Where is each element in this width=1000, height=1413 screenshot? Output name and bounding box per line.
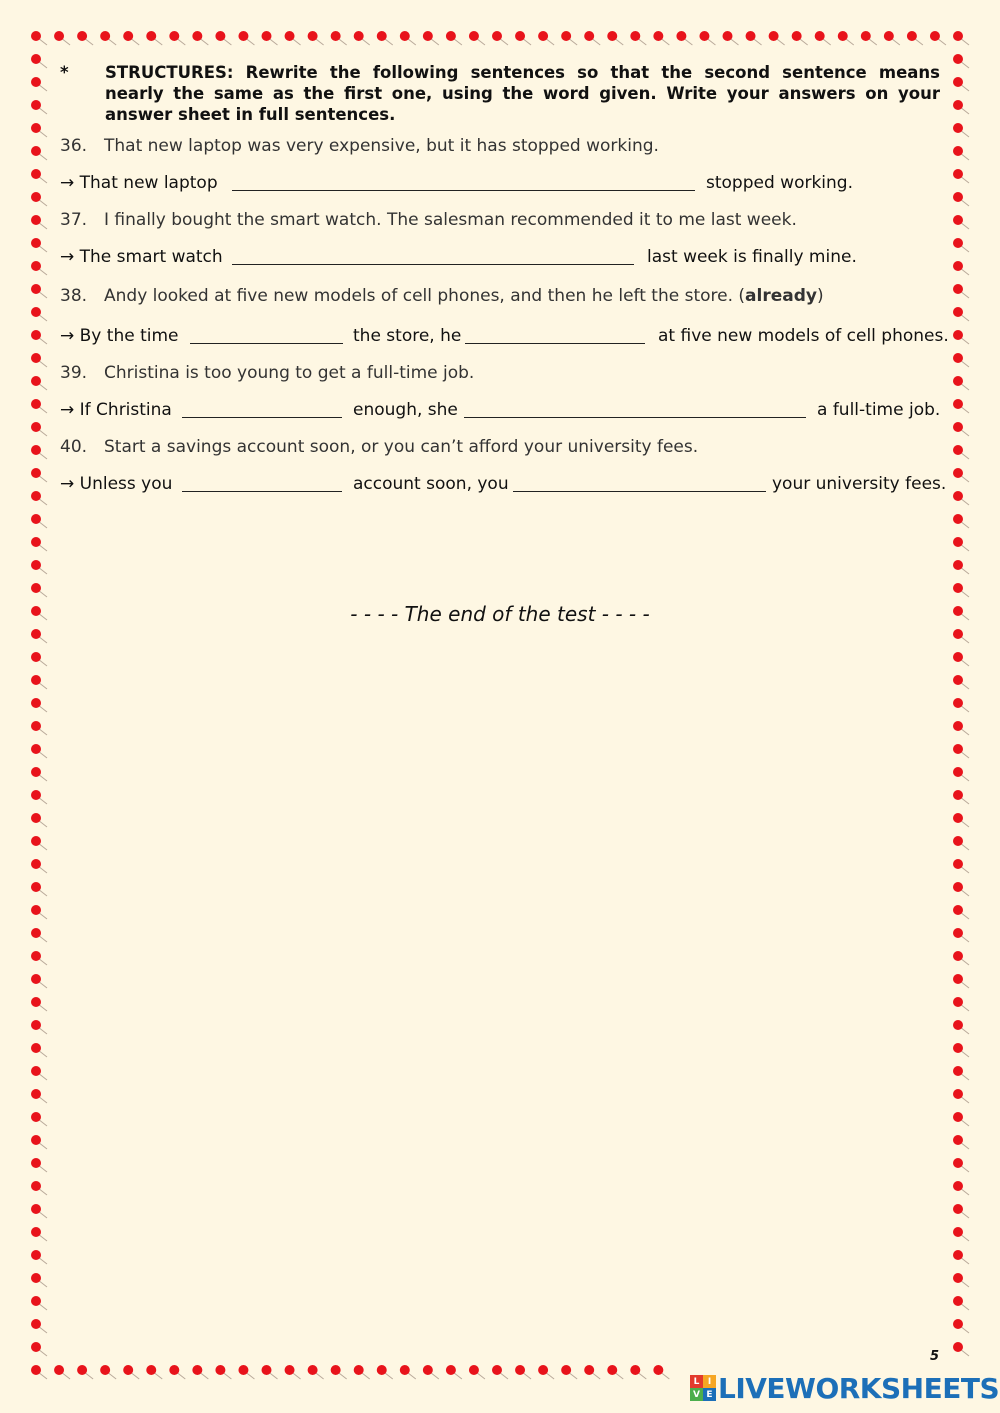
border-dot [953, 330, 969, 344]
border-dot [953, 1066, 969, 1080]
border-dot [31, 1227, 47, 1241]
border-dot [215, 31, 231, 45]
border-dot [31, 928, 47, 942]
border-dot [953, 836, 969, 850]
answer-start: → The smart watch [60, 247, 223, 267]
border-dot [723, 31, 739, 45]
border-dot [354, 1365, 370, 1379]
border-dot [953, 192, 969, 206]
border-dot [192, 31, 208, 45]
border-dot [953, 215, 969, 229]
question-sentence: That new laptop was very expensive, but it has stopped working. [104, 136, 659, 156]
border-dot [953, 514, 969, 528]
border-dot [31, 1296, 47, 1310]
border-dot [31, 399, 47, 413]
border-dot [100, 1365, 116, 1379]
border-dot [953, 1273, 969, 1287]
border-dot [515, 1365, 531, 1379]
border-dot [953, 721, 969, 735]
worksheet-content [60, 62, 949, 494]
border-dot [953, 882, 969, 896]
question-40 [60, 437, 940, 457]
border-dot [953, 1089, 969, 1103]
border-dot [676, 31, 692, 45]
border-dot [607, 31, 623, 45]
border-dot [31, 652, 47, 666]
logo-text: LIVEWORKSHEETS [718, 1371, 1000, 1405]
border-dot [953, 77, 969, 91]
border-dot [953, 537, 969, 551]
border-dot [31, 1319, 47, 1333]
question-number: 36. [60, 136, 88, 156]
border-dot [31, 192, 47, 206]
border-dot [31, 445, 47, 459]
border-dot [953, 238, 969, 252]
border-dot [953, 767, 969, 781]
answer-end: your university fees. [772, 474, 947, 494]
border-dot [31, 790, 47, 804]
border-dot [953, 974, 969, 988]
answer-end: at five new models of cell phones. [658, 326, 949, 346]
border-dot [31, 836, 47, 850]
border-dot [31, 813, 47, 827]
border-dot [953, 1296, 969, 1310]
border-dot [953, 1227, 969, 1241]
question-sentence-close: ) [816, 286, 824, 306]
border-dot [192, 1365, 208, 1379]
border-dot [953, 997, 969, 1011]
border-dot [746, 31, 762, 45]
border-dot [31, 514, 47, 528]
border-dot [31, 284, 47, 298]
border-dot [31, 882, 47, 896]
border-dot [31, 123, 47, 137]
border-dot [215, 1365, 231, 1379]
answer-end: last week is finally mine. [647, 247, 857, 267]
border-dot [31, 1158, 47, 1172]
border-dot [31, 629, 47, 643]
border-dot [31, 744, 47, 758]
border-dot [77, 31, 93, 45]
border-dot [377, 31, 393, 45]
border-dot [953, 31, 969, 45]
border-dot [238, 1365, 254, 1379]
border-dot [31, 1250, 47, 1264]
border-dot [54, 1365, 70, 1379]
border-dot [31, 146, 47, 160]
border-dot [354, 31, 370, 45]
border-dot [815, 31, 831, 45]
border-dot [953, 583, 969, 597]
border-dot [653, 31, 669, 45]
border-dot [308, 31, 324, 45]
border-dot [146, 1365, 162, 1379]
answer-start: → That new laptop [60, 173, 218, 193]
answer-middle: the store, he [353, 326, 462, 346]
border-dot [31, 1066, 47, 1080]
question-number: 37. [60, 210, 88, 230]
border-dot [446, 31, 462, 45]
question-sentence: Christina is too young to get a full-time job. [104, 363, 475, 383]
border-dot [953, 169, 969, 183]
border-dot [469, 31, 485, 45]
border-dot [884, 31, 900, 45]
border-dot [31, 1204, 47, 1218]
border-dot [31, 1342, 47, 1356]
border-dot [953, 1319, 969, 1333]
instruction-text: STRUCTURES: Rewrite the following sentences so that the second sentence means nearly the same as the first one, using the word given. Write your answers on your answer sheet in full sentences. [105, 63, 940, 124]
border-dot [953, 905, 969, 919]
border-dot [331, 31, 347, 45]
border-dot [31, 169, 47, 183]
border-dot [953, 813, 969, 827]
border-dot [377, 1365, 393, 1379]
border-dot [31, 1365, 47, 1379]
border-dot [31, 77, 47, 91]
border-dot [953, 1181, 969, 1195]
answer-middle: enough, she [353, 400, 458, 420]
border-dot [653, 1365, 669, 1379]
border-dot [400, 31, 416, 45]
border-dot [285, 1365, 301, 1379]
border-dot [31, 261, 47, 275]
border-dot [31, 330, 47, 344]
border-dot [953, 744, 969, 758]
border-dot [953, 146, 969, 160]
answer-start: → Unless you [60, 474, 173, 494]
border-dot [953, 859, 969, 873]
border-dot [31, 537, 47, 551]
border-dot [446, 1365, 462, 1379]
border-dot [953, 1204, 969, 1218]
border-dot [31, 1043, 47, 1057]
border-dot [769, 31, 785, 45]
border-dot [630, 31, 646, 45]
border-dot [953, 468, 969, 482]
answer-blank[interactable] [232, 190, 695, 191]
border-dot [31, 1273, 47, 1287]
border-dot [31, 583, 47, 597]
border-dot [31, 31, 47, 45]
border-dot [469, 1365, 485, 1379]
border-dot [953, 790, 969, 804]
border-dot [630, 1365, 646, 1379]
border-dot [953, 560, 969, 574]
border-dot [953, 1250, 969, 1264]
question-37 [60, 210, 940, 230]
border-dot [953, 261, 969, 275]
answer-blank-2[interactable] [513, 491, 766, 492]
answer-blank[interactable] [232, 264, 634, 265]
border-dot [31, 1089, 47, 1103]
border-dot [169, 31, 185, 45]
border-dot [31, 307, 47, 321]
border-dot [423, 31, 439, 45]
border-dot [308, 1365, 324, 1379]
answer-blank-2[interactable] [464, 417, 806, 418]
border-dot [238, 31, 254, 45]
border-dot [538, 31, 554, 45]
border-dot [953, 284, 969, 298]
border-dot [400, 1365, 416, 1379]
border-dot [861, 31, 877, 45]
question-36 [60, 136, 940, 156]
answer-blank-1[interactable] [190, 343, 343, 344]
border-dot [31, 1020, 47, 1034]
border-dot [561, 31, 577, 45]
border-dot [31, 54, 47, 68]
border-dot [953, 491, 969, 505]
border-dot [31, 698, 47, 712]
question-39 [60, 363, 940, 383]
border-dot [31, 905, 47, 919]
border-dot [953, 1112, 969, 1126]
question-sentence: Andy looked at five new models of cell phones, and then he left the store. ( [104, 286, 746, 306]
border-dot [953, 1020, 969, 1034]
border-dot [838, 31, 854, 45]
border-dot [584, 1365, 600, 1379]
answer-blank-2[interactable] [465, 343, 645, 344]
border-dot [31, 238, 47, 252]
border-dot [953, 307, 969, 321]
border-dot [31, 376, 47, 390]
border-dot [331, 1365, 347, 1379]
answer-start: → If Christina [60, 400, 172, 420]
border-dot [515, 31, 531, 45]
border-dot [169, 1365, 185, 1379]
border-dot [31, 951, 47, 965]
answer-middle: account soon, you [353, 474, 509, 494]
border-dot [31, 1135, 47, 1149]
border-dot [953, 54, 969, 68]
border-dot [31, 422, 47, 436]
border-dot [953, 928, 969, 942]
border-dot [31, 491, 47, 505]
border-dot [31, 675, 47, 689]
border-dot [262, 1365, 278, 1379]
border-dot [538, 1365, 554, 1379]
border-dot [953, 100, 969, 114]
border-dot [792, 31, 808, 45]
border-dot [584, 31, 600, 45]
border-dot [953, 675, 969, 689]
question-sentence: Start a savings account soon, or you can’t afford your university fees. [104, 437, 699, 457]
border-dot [123, 1365, 139, 1379]
border-dot [31, 1112, 47, 1126]
border-dot [31, 468, 47, 482]
answer-blank-1[interactable] [182, 417, 342, 418]
border-dot [492, 31, 508, 45]
border-dot [31, 215, 47, 229]
border-dot [423, 1365, 439, 1379]
question-sentence: I finally bought the smart watch. The salesman recommended it to me last week. [104, 210, 797, 230]
border-dot [146, 31, 162, 45]
border-dot [953, 1135, 969, 1149]
question-number: 38. [60, 286, 88, 306]
live-mark-icon: L I V E [690, 1375, 716, 1401]
border-dot [262, 31, 278, 45]
answer-end: a full-time job. [817, 400, 941, 420]
answer-end: stopped working. [706, 173, 853, 193]
border-dot [77, 1365, 93, 1379]
border-dot [953, 353, 969, 367]
border-dot [953, 376, 969, 390]
question-38 [60, 286, 940, 306]
border-dot [492, 1365, 508, 1379]
question-number: 39. [60, 363, 88, 383]
answer-start: → By the time [60, 326, 179, 346]
border-dot [31, 859, 47, 873]
border-dot [930, 31, 946, 45]
border-dot [953, 399, 969, 413]
border-dot [31, 560, 47, 574]
liveworksheets-logo [690, 1372, 999, 1404]
border-dot [953, 652, 969, 666]
given-keyword: already [745, 286, 817, 306]
border-dot [953, 698, 969, 712]
question-number: 40. [60, 437, 88, 457]
border-dot [285, 31, 301, 45]
border-dot [31, 353, 47, 367]
border-dot [699, 31, 715, 45]
border-dot [123, 31, 139, 45]
border-dot [31, 1181, 47, 1195]
border-dot [953, 1342, 969, 1356]
border-dot [953, 422, 969, 436]
border-dot [953, 1158, 969, 1172]
end-of-test: - - - - The end of the test - - - - [350, 602, 650, 626]
border-dot [31, 721, 47, 735]
border-dot [953, 629, 969, 643]
border-dot [953, 445, 969, 459]
border-dot [54, 31, 70, 45]
border-dot [31, 997, 47, 1011]
border-dot [953, 123, 969, 137]
answer-blank-1[interactable] [182, 491, 342, 492]
border-dot [953, 951, 969, 965]
border-dot [31, 767, 47, 781]
border-dot [31, 974, 47, 988]
border-dot [953, 1043, 969, 1057]
instruction [60, 62, 940, 125]
border-dot [907, 31, 923, 45]
border-dot [31, 100, 47, 114]
border-dot [607, 1365, 623, 1379]
instruction-marker: * [60, 63, 69, 82]
border-dot [100, 31, 116, 45]
page-number: 5 [930, 1349, 940, 1364]
border-dot [561, 1365, 577, 1379]
